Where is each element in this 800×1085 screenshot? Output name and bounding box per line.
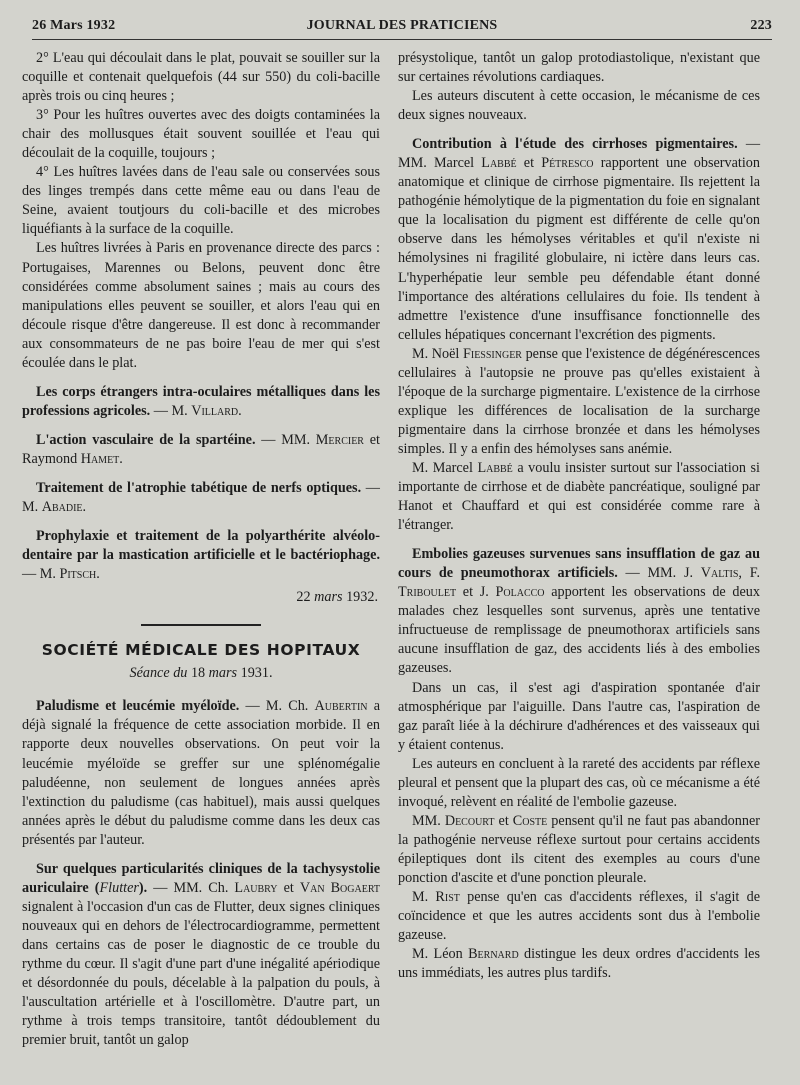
author-name: Van Bogaert bbox=[299, 879, 380, 896]
communication-title: Embolies gazeuses survenues sans insufflation de gaz au cours de pneumothorax artificiels. bbox=[398, 546, 760, 582]
author-name: Triboulet bbox=[398, 584, 457, 601]
session-date: Séance du 18 mars 1931. bbox=[129, 665, 273, 682]
author-name: Fiessinger bbox=[462, 345, 522, 362]
signoff-date: 22 mars 1932. bbox=[296, 589, 378, 606]
author-name: Mercier bbox=[315, 431, 364, 448]
author-name: Rist bbox=[435, 889, 460, 906]
communication-title: Les corps étrangers intra-oculaires métalliques dans les professions agricoles. bbox=[22, 383, 380, 419]
communication-entry: Les corps étrangers intra-oculaires métalliques dans les professions agricoles. — M. Villard. bbox=[22, 383, 380, 419]
author-name: Labbé bbox=[481, 155, 517, 172]
paragraph: Les huîtres livrées à Paris en provenance directe des parcs : Portugaises, Marennes ou Belons, peuvent donc être considérées comme absolument saines ; mais au cours des manipulations elles peuvent se souiller, et alors l'eau qui en découle risque d'être dangereuse. Il est donc à recommander aux consommateurs de ne pas boire l'eau de mer qui s'est écoulée dans le plat. bbox=[22, 240, 380, 371]
communication-title: Traitement de l'atrophie tabétique de nerfs optiques. bbox=[36, 479, 362, 496]
author-name: Villard. bbox=[191, 402, 242, 419]
section-divider bbox=[141, 624, 261, 626]
communication-title: Contribution à l'étude des cirrhoses pigmentaires. bbox=[412, 136, 738, 153]
paragraph: 3° Pour les huîtres ouvertes avec des doigts contaminées la chair des mollusques était souvent souillée et l'eau qui découlait de la coquille, toujours ; bbox=[22, 107, 380, 162]
author-name: Bernard bbox=[468, 946, 519, 963]
communication-title: Paludisme et leucémie myéloïde. bbox=[36, 698, 240, 715]
paragraph: Dans un cas, il s'est agi d'aspiration spontanée d'air atmosphérique par l'aiguille. Dans l'autre cas, l'aspiration de gaz paraît liée à la déchirure d'adhérences et des vaisseaux qui y étaient contenus. bbox=[398, 679, 760, 753]
paragraph: Les auteurs en concluent à la rareté des accidents par réflexe pleural et pensent que la plupart des cas, où ce mécanisme a été invoqué, relèvent en réalité de l'embolie gazeuse. bbox=[398, 755, 760, 810]
paragraph: M. Marcel Labbé a voulu insister surtout sur l'association si importante de cirrhose et de diabète pancréatique, souligné par Hanot et Chauffard et qui est considérée comme rare à l'étranger. bbox=[398, 459, 760, 534]
author-name: Laubry bbox=[234, 879, 278, 896]
communication-entry: Contribution à l'étude des cirrhoses pigmentaires. — MM. Marcel Labbé et Pétresco rapportent une observation anatomique et clinique de cirrhose pigmentaire. Ils rejettent la pathogénie hémolytique de la pigmentation du foie en signalant que la localisation du pigment est différente de celle qu'on observe dans les hémolyses véritables et qu'il n'existe ni hémolysines ni fragilité globulaire, ni ictère dans leurs cas. L'hyperhépatie leur semble peu défendable étant donné l'importance des altérations cellulaires du foie. Ils tendent à admettre l'existence d'une insuffisance fonctionnelle des cellules hépatiques concernant l'excrétion des pigments. bbox=[398, 136, 761, 343]
communication-entry: Prophylaxie et traitement de la polyarthérite alvéolo-dentaire par la mastication artificielle et le bactériophage. — M. Pitsch. bbox=[22, 528, 380, 583]
author-name: Pitsch. bbox=[59, 566, 100, 583]
page-header bbox=[32, 18, 772, 36]
communication-title: Prophylaxie et traitement de la polyarthérite alvéolo-dentaire par la mastication artificielle et le bactériophage. bbox=[22, 528, 380, 564]
communication-entry: L'action vasculaire de la spartéine. — MM. Mercier et Raymond Hamet. bbox=[22, 431, 380, 467]
paragraph: MM. Decourt et Coste pensent qu'il ne faut pas abandonner la pathogénie nerveuse réflexe surtout pour certains accidents épileptiques dont ils citent des exemples au cours d'une ponction d'ascite et d'une ponction pleurale. bbox=[398, 812, 760, 886]
paragraph: M. Noël Fiessinger pense que l'existence de dégénérescences cellulaires à l'autopsie ne prouve pas qu'elles existaient à l'époque de la surcharge pigmentaire. L'existence de la cirrhose explique les différences de localisation de la surcharge pigmentaire dans la cirrhose bronzée et dans les hémolyses simples. Il y a enfin des hémolyses sans anémie. bbox=[398, 345, 760, 457]
author-name: Hamet. bbox=[80, 450, 123, 467]
paragraph: 4° Les huîtres lavées dans de l'eau sale ou conservées sous des linges trempés dans cette même eau ou dans l'eau de Seine, avaient toutjours du coli-bacille et des microbes liquéfiants à la surface de la coquille. bbox=[22, 164, 380, 238]
author-name: Polacco bbox=[495, 584, 545, 601]
author-name: Aubertin bbox=[314, 698, 368, 715]
author-name: Pétresco bbox=[541, 155, 594, 172]
header-rule bbox=[32, 39, 772, 40]
header-journal-title: JOURNAL DES PRATICIENS bbox=[306, 18, 498, 33]
author-name: Coste bbox=[512, 812, 548, 829]
communication-entry: Traitement de l'atrophie tabétique de nerfs optiques. — M. Abadie. bbox=[22, 479, 380, 516]
paragraph: 2° L'eau qui découlait dans le plat, pouvait se souiller sur la coquille et contenait quelquefois (44 sur 550) du coli-bacille après trois ou cinq heures ; bbox=[22, 50, 380, 105]
communication-entry: Embolies gazeuses survenues sans insufflation de gaz au cours de pneumothorax artificiels. — MM. J. Valtis, F. Triboulet et J. Polacco apportent les observations de deux malades chez lesquelles sont survenus, après une tentative infructueuse de remplissage de pneumothorax artificiels sans aucune insufflation de gaz, des accidents liés à des embolies gazeuses. bbox=[398, 546, 760, 677]
communication-title: Sur quelques particularités cliniques de la tachysystolie auriculaire ( bbox=[22, 860, 380, 896]
communication-entry: Sur quelques particularités cliniques de la tachysystolie auriculaire (Flutter). — MM. Ch. Laubry et Van Bogaert signalent à l'occasion d'un cas de Flutter, deux signes cliniques nouveaux qui en dehors de l'électrocardiogramme, permettent dans certains cas de poser le diagnostic de ce trouble du rythme du cœur. Il s'agit d'une part d'une inégalité apériodique et désordonnée du pouls, décelable à la palpation du pouls, à l'auscultation artérielle et à l'oscillomètre. D'autre part, un rythme à trois temps transitoire, tantôt dédoublement du premier bruit, tantôt un galop bbox=[22, 860, 380, 1049]
communication-entry: Paludisme et leucémie myéloïde. — M. Ch. Aubertin a déjà signalé la fréquence de cette association morbide. Il en rapporte deux nouvelles observations. On peut voir la leucémie myéloïde se greffer sur une splénomégalie paludéenne, non seulement de longues années après l'extinction du paludisme (cas habituel), mais aussi quelques années après le début du paludisme comme dans les deux cas présentés par l'auteur. bbox=[22, 698, 380, 848]
communication-title: L'action vasculaire de la spartéine. bbox=[36, 431, 256, 448]
section-heading: SOCIÉTÉ MÉDICALE DES HOPITAUX bbox=[41, 641, 361, 660]
author-name: Abadie. bbox=[41, 499, 87, 516]
paragraph: présystolique, tantôt un galop protodiastolique, n'existant que sur certaines révolutions cardiaques. bbox=[398, 50, 760, 86]
header-page-number: 223 bbox=[750, 18, 772, 33]
author-name: Labbé bbox=[477, 459, 513, 476]
right-column bbox=[398, 49, 760, 983]
left-column bbox=[22, 49, 380, 1050]
header-date: 26 Mars 1932 bbox=[32, 18, 116, 33]
paragraph: M. Léon Bernard distingue les deux ordres d'accidents les uns immédiats, les autres plus tardifs. bbox=[398, 946, 760, 982]
author-name: Valtis bbox=[700, 565, 739, 582]
author-name: Decourt bbox=[444, 812, 495, 829]
paragraph: Les auteurs discutent à cette occasion, le mécanisme de ces deux signes nouveaux. bbox=[398, 88, 760, 124]
paragraph: M. Rist pense qu'en cas d'accidents réflexes, il s'agit de coïncidence et que les autres accidents sont dus à l'embolie gazeuse. bbox=[398, 889, 760, 944]
